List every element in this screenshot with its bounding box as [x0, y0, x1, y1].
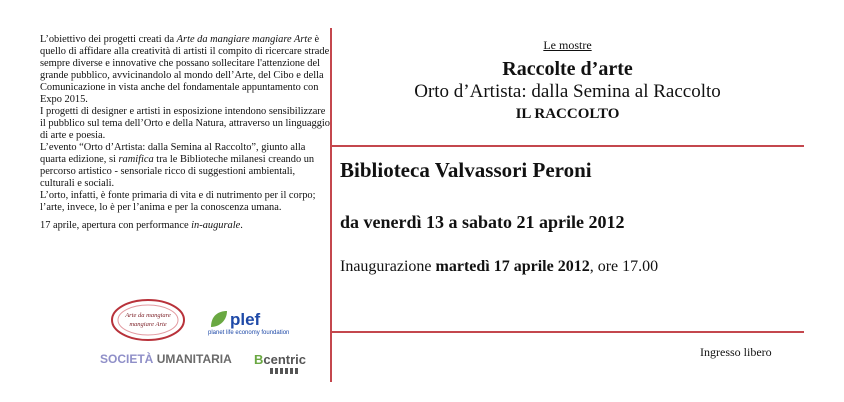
- centric-bars-icon: [270, 368, 300, 374]
- svg-text:mangiare Arte: mangiare Arte: [129, 321, 167, 328]
- arte-da-mangiare-logo: [108, 296, 188, 344]
- sponsor-logos: [100, 296, 330, 386]
- plef-logo: [206, 308, 302, 342]
- societa-umanitaria-logo: [100, 352, 232, 366]
- p1-emphasis: Arte da mangiare mangiare Arte: [176, 34, 312, 45]
- paragraph-5: [40, 220, 330, 232]
- exhibition-dates: da venerdì 13 a sabato 21 aprile 2012: [340, 212, 625, 232]
- title-orto: Orto d’Artista: dalla Semina al Raccolto: [414, 81, 721, 102]
- p1-text: L’obiettivo dei progetti creati da: [40, 34, 177, 45]
- svg-text:Arte da mangiare: Arte da mangiare: [125, 312, 171, 319]
- plef-leaf-icon: [208, 308, 230, 330]
- p3-emphasis: ramifica: [118, 154, 154, 165]
- societa-text: SOCIETÀ: [100, 352, 154, 366]
- p5-text-end: .: [240, 220, 243, 231]
- title-raccolto: IL RACCOLTO: [515, 106, 620, 122]
- centric-text: centric: [263, 352, 307, 367]
- p5-text: 17 aprile, apertura con performance: [40, 220, 192, 231]
- paragraph-1: [40, 34, 330, 106]
- p1-text-end: è quello di affidare alla creatività di artisti il compito di ricercare strade sempre diverse e innovative che possano sollecitare l'attenzione del grande pubblico, avvicinandolo al mondo dell’Arte, del Cibo e della Comunicazione in vista anche del fondamentale appuntamento con Expo 2015.: [40, 34, 330, 105]
- p3-text: L’evento “Orto d’Artista: dalla Semina al Raccolto”, giunto alla quarta edizione, si: [40, 142, 306, 165]
- p3-text-end: tra le Biblioteche milanesi creando un percorso artistico - sensoriale ricco di suggestioni ambientali, culturali e sociali.: [40, 154, 315, 189]
- umanitaria-text: UMANITARIA: [156, 352, 232, 366]
- inauguration-label: Inaugurazione: [340, 258, 436, 275]
- p5-emphasis: in-augurale: [191, 220, 241, 231]
- inauguration-text: [340, 258, 658, 276]
- plef-subtitle: planet life economy foundation: [208, 330, 290, 336]
- paragraph-2: I progetti di designer e artisti in esposizione intendono sensibilizzare il pubblico sul tema dell’Orto e della Natura, attraverso un linguaggio di arte e poesia.: [40, 106, 330, 141]
- paragraph-4: L’orto, infatti, è fonte primaria di vita e di nutrimento per il corpo; l’arte, invece, lo è per l’anima e per la conoscenza umana.: [40, 190, 316, 213]
- horizontal-divider-bottom: [331, 331, 804, 333]
- centric-logo: [254, 352, 306, 367]
- venue-name: Biblioteca Valvassori Peroni: [340, 158, 592, 182]
- invitation-header: [331, 38, 804, 125]
- paragraph-3: [40, 142, 330, 190]
- mostre-label: Le mostre: [543, 38, 592, 52]
- centric-b-text: B: [254, 352, 264, 367]
- ingresso-libero: Ingresso libero: [700, 345, 772, 359]
- title-raccolte: Raccolte d’arte: [502, 58, 633, 80]
- inauguration-time: , ore 17.00: [589, 258, 659, 275]
- description-text: [40, 34, 330, 232]
- horizontal-divider-top: [331, 145, 804, 147]
- inauguration-date: martedì 17 aprile 2012: [435, 258, 590, 275]
- plef-name: plef: [230, 310, 261, 329]
